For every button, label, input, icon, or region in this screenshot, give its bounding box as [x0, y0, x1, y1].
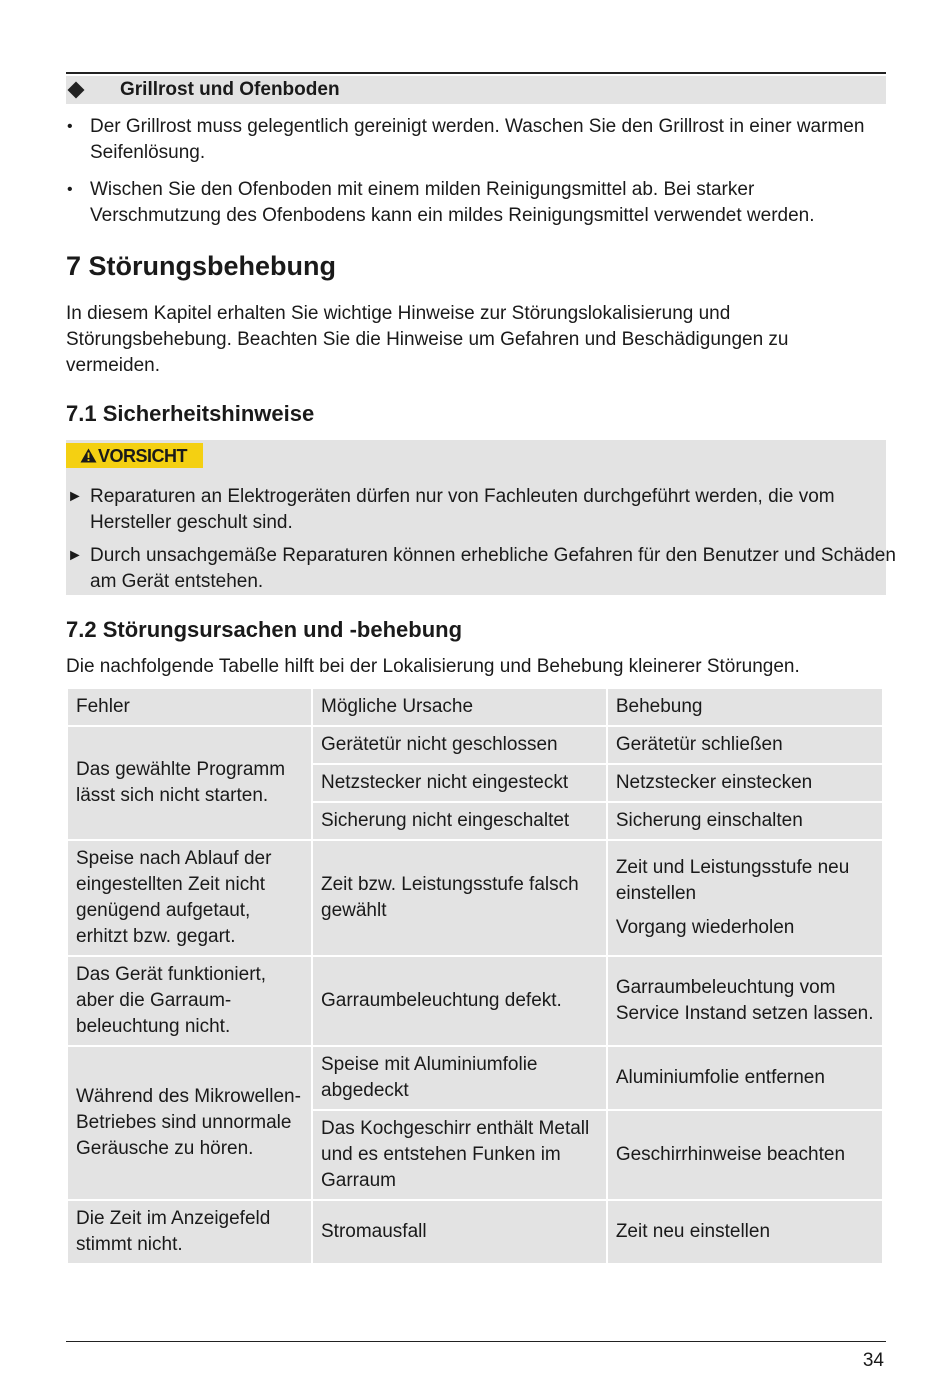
- arrow-right-icon: ►: [67, 488, 83, 505]
- top-rule: [66, 72, 886, 74]
- table-header-row: [67, 688, 883, 726]
- chapter-intro: In diesem Kapitel erhalten Sie wichtige Hinweise zur Störungslokalisierung und Störungsbehebung. Beachten Sie die Hinweise um Gefahren und Beschädigungen zu vermeiden.: [66, 303, 789, 376]
- troubleshooting-section-title: 7.2 Störungsursachen und -behebung: [66, 617, 463, 642]
- table-intro: Die nachfolgende Tabelle hilft bei der Lokalisierung und Behebung kleinerer Störungen.: [66, 656, 800, 677]
- bullet-item: • Der Grillrost muss gelegentlich gereinigt werden. Waschen Sie den Grillrost in einer warmen Seifenlösung.: [66, 114, 886, 166]
- header-cell: Fehler: [67, 688, 312, 726]
- subsection-title: Grillrost und Ofenboden: [120, 79, 340, 100]
- fix-cell: Geschirrhinweise beachten: [607, 1110, 883, 1200]
- arrow-right-icon: ►: [67, 547, 83, 564]
- fix-cell: Gerätetür schließen: [607, 726, 883, 764]
- cause-cell: Garraumbeleuchtung defekt.: [312, 956, 607, 1046]
- warning-label: [66, 443, 203, 468]
- fault-cell: Die Zeit im Anzeigefeld stimmt nicht.: [67, 1200, 312, 1264]
- diamond-bullet-icon: [68, 82, 85, 99]
- page-number: 34: [862, 1350, 884, 1371]
- bullet-item: • Wischen Sie den Ofenboden mit einem milden Reinigungsmittel ab. Bei starker Verschmutzung des Ofenbodens kann ein mildes Reinigungsmittel verwendet werden.: [66, 177, 886, 229]
- fix-line: Zeit und Leistungsstufe neu einstellen: [615, 857, 850, 904]
- cleaning-bullet-list: [66, 114, 886, 240]
- chapter-title: 7 Störungsbehebung: [66, 251, 336, 281]
- table-row: [67, 840, 883, 956]
- warning-triangle-icon: [80, 448, 97, 463]
- warning-item-text: Reparaturen an Elektrogeräten dürfen nur von Fachleuten durchgeführt werden, die vom Hersteller geschult sind.: [90, 486, 835, 533]
- fault-cell: Das Gerät funktioniert, aber die Garraum-beleuchtung nicht.: [67, 956, 312, 1046]
- fix-cell: Sicherung einschalten: [607, 802, 883, 840]
- subsection-heading-bar: [66, 76, 886, 104]
- cause-cell: Speise mit Aluminiumfolie abgedeckt: [312, 1046, 607, 1110]
- fault-cell: Das gewählte Programm lässt sich nicht starten.: [67, 726, 312, 840]
- warning-item: [66, 543, 905, 595]
- table-row: [67, 1200, 883, 1264]
- cause-cell: Stromausfall: [312, 1200, 607, 1264]
- bottom-rule: [66, 1341, 886, 1342]
- warning-item-text: Durch unsachgemäße Reparaturen können erhebliche Gefahren für den Benutzer und Schäden am Gerät entstehen.: [90, 545, 896, 592]
- header-cell: Behebung: [607, 688, 883, 726]
- fix-cell: [607, 840, 883, 956]
- fault-cell: Speise nach Ablauf der eingestellten Zeit nicht genügend aufgetaut, erhitzt bzw. gegart.: [67, 840, 312, 956]
- fix-cell: Netzstecker einstecken: [607, 764, 883, 802]
- warning-label-text: VORSICHT: [98, 445, 188, 466]
- warning-item: [66, 484, 905, 536]
- cause-cell: Gerätetür nicht geschlossen: [312, 726, 607, 764]
- cause-cell: Das Kochgeschirr enthält Metall und es entstehen Funken im Garraum: [312, 1110, 607, 1200]
- cause-cell: Sicherung nicht eingeschaltet: [312, 802, 607, 840]
- fix-cell: Garraumbeleuchtung vom Service Instand setzen lassen.: [607, 956, 883, 1046]
- safety-section-title: 7.1 Sicherheitshinweise: [66, 401, 315, 426]
- table-row: [67, 726, 883, 764]
- fix-cell: Zeit neu einstellen: [607, 1200, 883, 1264]
- troubleshooting-table: [66, 687, 884, 1265]
- fix-line: Vorgang wiederholen: [615, 917, 795, 938]
- table-row: [67, 1046, 883, 1110]
- table-row: [67, 956, 883, 1046]
- warning-box: [66, 440, 896, 595]
- cause-cell: Netzstecker nicht eingesteckt: [312, 764, 607, 802]
- fix-cell: Aluminiumfolie entfernen: [607, 1046, 883, 1110]
- header-cell: Mögliche Ursache: [312, 688, 607, 726]
- cause-cell: Zeit bzw. Leistungsstufe falsch gewählt: [312, 840, 607, 956]
- fault-cell: Während des Mikrowellen-Betriebes sind unnormale Geräusche zu hören.: [67, 1046, 312, 1200]
